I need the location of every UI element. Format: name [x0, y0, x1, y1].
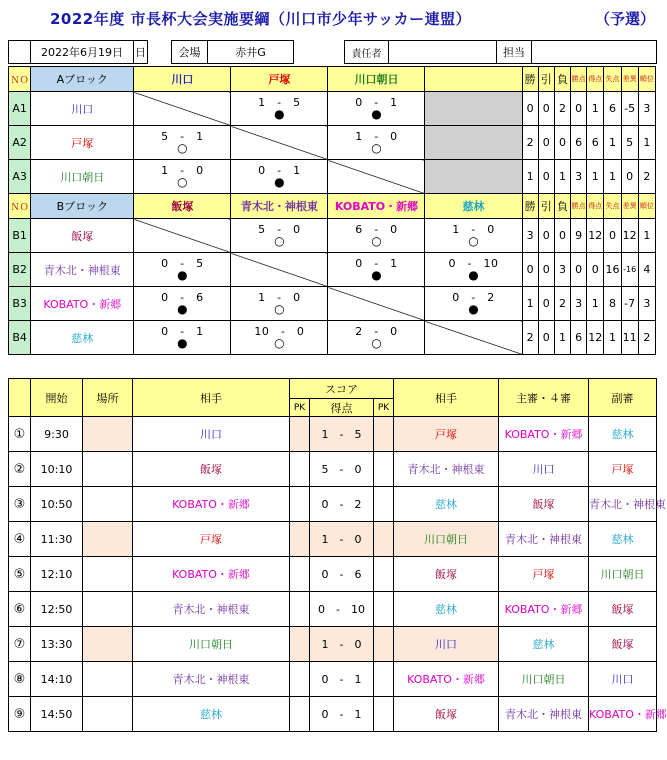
block-b-header-draw: 引 [538, 194, 554, 219]
match-score: 5 - 1 [161, 130, 204, 143]
block-a-stat-loss: 2 [554, 92, 570, 126]
block-b-stat-loss: 0 [554, 219, 570, 253]
loss-mark-icon: ● [177, 302, 188, 316]
match-referee: 飯塚 [499, 487, 589, 522]
block-a-block-name: Aブロック [31, 67, 134, 92]
match-assistant: 川口 [589, 662, 657, 697]
block-b-row-no: B3 [9, 287, 31, 321]
match-score: 0 - 1 [355, 96, 398, 109]
info-manager-label: 責任者 [345, 41, 389, 64]
block-a-header-team: 川口 [134, 67, 231, 92]
match-score: 6 - 0 [355, 223, 398, 236]
match-time: 13:30 [31, 627, 83, 662]
block-b-row-no: B1 [9, 219, 31, 253]
match-referee: 川口 [499, 452, 589, 487]
match-number: ⑨ [9, 697, 31, 732]
match-home-team: 飯塚 [133, 452, 290, 487]
block-a-self-cell [328, 160, 425, 194]
block-b-result-cell [134, 321, 231, 355]
match-score: 10 - 0 [254, 325, 305, 338]
match-score: 2 - 0 [355, 325, 398, 338]
block-b-self-cell [231, 253, 328, 287]
loss-mark-icon: ● [468, 302, 479, 316]
block-b-stat-draw: 0 [538, 219, 554, 253]
block-b-stat-gf: 12 [587, 321, 604, 355]
block-b-header-gd: 差異 [621, 194, 638, 219]
win-mark-icon: ○ [177, 141, 188, 155]
block-a-stat-win: 1 [522, 160, 538, 194]
match-score: 1 - 5 [258, 96, 301, 109]
block-b-stat-draw: 0 [538, 253, 554, 287]
match-place [83, 557, 133, 592]
block-b-stat-gd: 11 [621, 321, 638, 355]
match-score: 5 - 0 [258, 223, 301, 236]
block-a-result-cell [231, 92, 328, 126]
block-b-self-cell [328, 287, 425, 321]
loss-mark-icon: ● [371, 107, 382, 121]
match-score: 0 - 1 [161, 325, 204, 338]
block-b-result-cell [134, 253, 231, 287]
match-score: 0 - 2 [452, 291, 495, 304]
block-b-stat-gf: 1 [587, 287, 604, 321]
match-home-team: KOBATO・新郷 [133, 557, 290, 592]
block-a-header-win: 勝 [522, 67, 538, 92]
block-b-stat-draw: 0 [538, 287, 554, 321]
match-pk-away [374, 662, 394, 697]
sched-header-points: 得点 [310, 399, 374, 417]
block-a-header-team [425, 67, 522, 92]
page-title-bar [0, 8, 664, 30]
sched-header-num [9, 379, 31, 417]
info-blank [9, 41, 31, 64]
match-pk-home [290, 627, 310, 662]
block-a-stat-points: 3 [571, 160, 587, 194]
match-score: 0 - 1 [310, 662, 374, 697]
block-b-stat-loss: 3 [554, 253, 570, 287]
block-a-row-no: A2 [9, 126, 31, 160]
match-referee: KOBATO・新郷 [499, 592, 589, 627]
block-a-header-loss: 負 [554, 67, 570, 92]
match-assistant: KOBATO・新郷 [589, 697, 657, 732]
match-number: ⑦ [9, 627, 31, 662]
match-assistant: 川口朝日 [589, 557, 657, 592]
block-a-row-no: A1 [9, 92, 31, 126]
block-b-stat-loss: 1 [554, 321, 570, 355]
loss-mark-icon: ● [371, 268, 382, 282]
block-b-row-no: B2 [9, 253, 31, 287]
info-venue: 赤井G [208, 41, 294, 64]
sched-header-opponent-1: 相手 [133, 379, 290, 417]
match-score: 0 - 6 [161, 291, 204, 304]
block-a-stat-draw: 0 [538, 126, 554, 160]
match-score: 5 - 0 [310, 452, 374, 487]
schedule-table [8, 378, 667, 732]
block-a-stat-rank: 3 [638, 92, 655, 126]
block-b-result-cell [328, 219, 425, 253]
info-charge [532, 41, 657, 64]
page-title-tag: （予選） [595, 10, 656, 28]
block-a-stat-rank: 1 [638, 126, 655, 160]
match-place [83, 417, 133, 452]
match-referee: 慈林 [499, 627, 589, 662]
block-b-stat-ga: 16 [604, 253, 621, 287]
info-row [8, 40, 657, 64]
block-a-stat-gd: 5 [621, 126, 638, 160]
match-place [83, 487, 133, 522]
block-a-stat-draw: 0 [538, 92, 554, 126]
block-b-block-name: Bブロック [31, 194, 134, 219]
block-a-header-gd: 差異 [621, 67, 638, 92]
match-score: 0 - 10 [448, 257, 499, 270]
block-b-stat-win: 0 [522, 253, 538, 287]
match-score: 0 - 2 [310, 487, 374, 522]
match-score: 0 - 10 [310, 592, 374, 627]
match-away-team: 青木北・神根東 [394, 452, 499, 487]
match-place [83, 592, 133, 627]
block-a-stat-gd: 0 [621, 160, 638, 194]
loss-mark-icon: ● [274, 107, 285, 121]
block-b-header-win: 勝 [522, 194, 538, 219]
block-b-stat-rank: 3 [638, 287, 655, 321]
win-mark-icon: ○ [371, 234, 382, 248]
block-a-result-cell [231, 160, 328, 194]
match-pk-home [290, 452, 310, 487]
block-b-stat-gf: 0 [587, 253, 604, 287]
match-place [83, 522, 133, 557]
match-assistant: 青木北・神根東 [589, 487, 657, 522]
block-b-result-cell [134, 287, 231, 321]
block-a-header-points: 勝点 [571, 67, 587, 92]
block-b-stat-gd: 12 [621, 219, 638, 253]
block-b-row-team: 飯塚 [31, 219, 134, 253]
block-a-row-team: 川口 [31, 92, 134, 126]
block-a-result-cell [134, 126, 231, 160]
block-a-empty-cell [425, 92, 522, 126]
league-table [8, 66, 656, 355]
block-b-row-team: 青木北・神根東 [31, 253, 134, 287]
win-mark-icon: ○ [274, 302, 285, 316]
block-a-stat-win: 0 [522, 92, 538, 126]
match-score: 0 - 6 [310, 557, 374, 592]
info-spacer [148, 41, 172, 64]
block-b-header-team: KOBATO・新郷 [328, 194, 425, 219]
match-pk-home [290, 592, 310, 627]
block-a-stat-ga: 1 [604, 126, 621, 160]
match-pk-away [374, 627, 394, 662]
match-time: 14:10 [31, 662, 83, 697]
info-day-label: 日 [134, 41, 148, 64]
block-b-header-loss: 負 [554, 194, 570, 219]
block-a-stat-points: 6 [571, 126, 587, 160]
match-home-team: 青木北・神根東 [133, 592, 290, 627]
match-home-team: 青木北・神根東 [133, 662, 290, 697]
block-a-stat-gf: 1 [587, 160, 604, 194]
block-b-result-cell [328, 321, 425, 355]
block-b-row-team: 慈林 [31, 321, 134, 355]
match-place [83, 697, 133, 732]
match-pk-away [374, 487, 394, 522]
block-b-stat-gd: -7 [621, 287, 638, 321]
match-pk-home [290, 557, 310, 592]
block-b-result-cell [328, 253, 425, 287]
block-a-header-no: ＮＯ [9, 67, 31, 92]
block-a-self-cell [231, 126, 328, 160]
match-time: 10:10 [31, 452, 83, 487]
match-home-team: 戸塚 [133, 522, 290, 557]
match-assistant: 慈林 [589, 417, 657, 452]
match-time: 14:50 [31, 697, 83, 732]
block-b-header-rank: 順位 [638, 194, 655, 219]
info-manager [389, 41, 497, 64]
win-mark-icon: ○ [371, 141, 382, 155]
match-pk-away [374, 522, 394, 557]
block-b-header-team: 慈林 [425, 194, 522, 219]
block-b-stat-rank: 1 [638, 219, 655, 253]
block-a-stat-loss: 0 [554, 126, 570, 160]
block-a-header-gf: 得点 [587, 67, 604, 92]
match-pk-away [374, 557, 394, 592]
match-score: 1 - 0 [161, 164, 204, 177]
block-a-empty-cell [425, 126, 522, 160]
match-score: 1 - 0 [258, 291, 301, 304]
match-score: 0 - 1 [310, 697, 374, 732]
sched-header-opponent-2: 相手 [394, 379, 499, 417]
match-time: 9:30 [31, 417, 83, 452]
block-b-stat-ga: 8 [604, 287, 621, 321]
match-number: ③ [9, 487, 31, 522]
match-home-team: 慈林 [133, 697, 290, 732]
page-title: 2022年度 市長杯大会実施要綱（川口市少年サッカー連盟） [50, 10, 472, 28]
loss-mark-icon: ● [468, 268, 479, 282]
match-score: 1 - 0 [452, 223, 495, 236]
match-pk-away [374, 697, 394, 732]
block-a-stat-rank: 2 [638, 160, 655, 194]
block-a-stat-gf: 1 [587, 92, 604, 126]
match-assistant: 戸塚 [589, 452, 657, 487]
block-a-self-cell [134, 92, 231, 126]
match-time: 12:50 [31, 592, 83, 627]
win-mark-icon: ○ [371, 336, 382, 350]
block-b-result-cell [231, 287, 328, 321]
match-score: 1 - 0 [310, 627, 374, 662]
info-spacer-2 [294, 41, 345, 64]
block-b-result-cell [425, 253, 522, 287]
match-away-team: 飯塚 [394, 697, 499, 732]
match-assistant: 飯塚 [589, 627, 657, 662]
block-b-header-team: 飯塚 [134, 194, 231, 219]
match-away-team: 川口 [394, 627, 499, 662]
block-b-row-team: KOBATO・新郷 [31, 287, 134, 321]
block-a-result-cell [328, 92, 425, 126]
block-b-stat-points: 9 [571, 219, 587, 253]
info-venue-label: 会場 [172, 41, 208, 64]
match-away-team: 戸塚 [394, 417, 499, 452]
sched-header-pk-2: PK [374, 399, 394, 417]
match-home-team: 川口 [133, 417, 290, 452]
match-pk-home [290, 487, 310, 522]
info-charge-label: 担当 [497, 41, 532, 64]
block-b-header-points: 勝点 [571, 194, 587, 219]
block-a-row-no: A3 [9, 160, 31, 194]
block-b-stat-gf: 12 [587, 219, 604, 253]
match-assistant: 飯塚 [589, 592, 657, 627]
block-b-self-cell [425, 321, 522, 355]
sched-header-start: 開始 [31, 379, 83, 417]
match-score: 1 - 0 [310, 522, 374, 557]
match-number: ⑥ [9, 592, 31, 627]
match-home-team: 川口朝日 [133, 627, 290, 662]
match-score: 0 - 1 [355, 257, 398, 270]
sched-header-score: スコア [290, 379, 394, 399]
block-a-header-rank: 順位 [638, 67, 655, 92]
match-number: ⑤ [9, 557, 31, 592]
match-away-team: 川口朝日 [394, 522, 499, 557]
block-b-stat-ga: 1 [604, 321, 621, 355]
match-time: 11:30 [31, 522, 83, 557]
match-pk-home [290, 522, 310, 557]
match-pk-away [374, 452, 394, 487]
block-b-stat-gd: -16 [621, 253, 638, 287]
match-pk-home [290, 697, 310, 732]
block-a-stat-win: 2 [522, 126, 538, 160]
match-place [83, 627, 133, 662]
block-a-stat-gd: -5 [621, 92, 638, 126]
block-b-stat-win: 3 [522, 219, 538, 253]
block-a-stat-points: 0 [571, 92, 587, 126]
match-time: 12:10 [31, 557, 83, 592]
match-away-team: 慈林 [394, 592, 499, 627]
block-b-result-cell [231, 321, 328, 355]
match-referee: KOBATO・新郷 [499, 417, 589, 452]
block-a-empty-cell [425, 160, 522, 194]
sched-header-assistant: 副審 [589, 379, 657, 417]
block-b-header-no: ＮＯ [9, 194, 31, 219]
block-a-stat-ga: 6 [604, 92, 621, 126]
block-a-stat-loss: 1 [554, 160, 570, 194]
block-b-stat-points: 6 [571, 321, 587, 355]
block-b-stat-rank: 4 [638, 253, 655, 287]
block-b-stat-points: 3 [571, 287, 587, 321]
block-a-row-team: 川口朝日 [31, 160, 134, 194]
win-mark-icon: ○ [177, 175, 188, 189]
info-date: 2022年6月19日 [31, 41, 134, 64]
match-referee: 青木北・神根東 [499, 697, 589, 732]
match-number: ① [9, 417, 31, 452]
block-a-header-draw: 引 [538, 67, 554, 92]
block-a-result-cell [328, 126, 425, 160]
sched-header-pk-1: PK [290, 399, 310, 417]
block-a-stat-gf: 6 [587, 126, 604, 160]
match-pk-away [374, 417, 394, 452]
match-score: 0 - 5 [161, 257, 204, 270]
block-b-self-cell [134, 219, 231, 253]
match-place [83, 662, 133, 697]
block-b-header-team: 青木北・神根東 [231, 194, 328, 219]
match-away-team: 飯塚 [394, 557, 499, 592]
win-mark-icon: ○ [274, 234, 285, 248]
match-time: 10:50 [31, 487, 83, 522]
loss-mark-icon: ● [177, 336, 188, 350]
block-b-result-cell [231, 219, 328, 253]
match-pk-home [290, 662, 310, 697]
block-a-row-team: 戸塚 [31, 126, 134, 160]
win-mark-icon: ○ [468, 234, 479, 248]
match-pk-away [374, 592, 394, 627]
match-score: 0 - 1 [258, 164, 301, 177]
block-b-stat-ga: 0 [604, 219, 621, 253]
block-b-stat-win: 2 [522, 321, 538, 355]
block-a-stat-ga: 1 [604, 160, 621, 194]
match-place [83, 452, 133, 487]
match-number: ② [9, 452, 31, 487]
block-b-stat-points: 0 [571, 253, 587, 287]
block-a-stat-draw: 0 [538, 160, 554, 194]
block-a-header-team: 川口朝日 [328, 67, 425, 92]
block-b-stat-draw: 0 [538, 321, 554, 355]
block-a-result-cell [134, 160, 231, 194]
loss-mark-icon: ● [274, 175, 285, 189]
match-home-team: KOBATO・新郷 [133, 487, 290, 522]
match-referee: 青木北・神根東 [499, 522, 589, 557]
match-number: ④ [9, 522, 31, 557]
block-b-row-no: B4 [9, 321, 31, 355]
match-referee: 川口朝日 [499, 662, 589, 697]
match-away-team: 慈林 [394, 487, 499, 522]
loss-mark-icon: ● [177, 268, 188, 282]
match-referee: 戸塚 [499, 557, 589, 592]
block-b-stat-rank: 2 [638, 321, 655, 355]
win-mark-icon: ○ [274, 336, 285, 350]
match-pk-home [290, 417, 310, 452]
match-score: 1 - 0 [355, 130, 398, 143]
block-a-header-ga: 失点 [604, 67, 621, 92]
block-b-header-gf: 得点 [587, 194, 604, 219]
match-assistant: 慈林 [589, 522, 657, 557]
sched-header-referee: 主審・４審 [499, 379, 589, 417]
block-b-stat-win: 1 [522, 287, 538, 321]
block-b-header-ga: 失点 [604, 194, 621, 219]
sched-header-place: 場所 [83, 379, 133, 417]
block-b-stat-loss: 2 [554, 287, 570, 321]
match-away-team: KOBATO・新郷 [394, 662, 499, 697]
match-number: ⑧ [9, 662, 31, 697]
match-score: 1 - 5 [310, 417, 374, 452]
block-b-result-cell [425, 219, 522, 253]
block-b-result-cell [425, 287, 522, 321]
block-a-header-team: 戸塚 [231, 67, 328, 92]
